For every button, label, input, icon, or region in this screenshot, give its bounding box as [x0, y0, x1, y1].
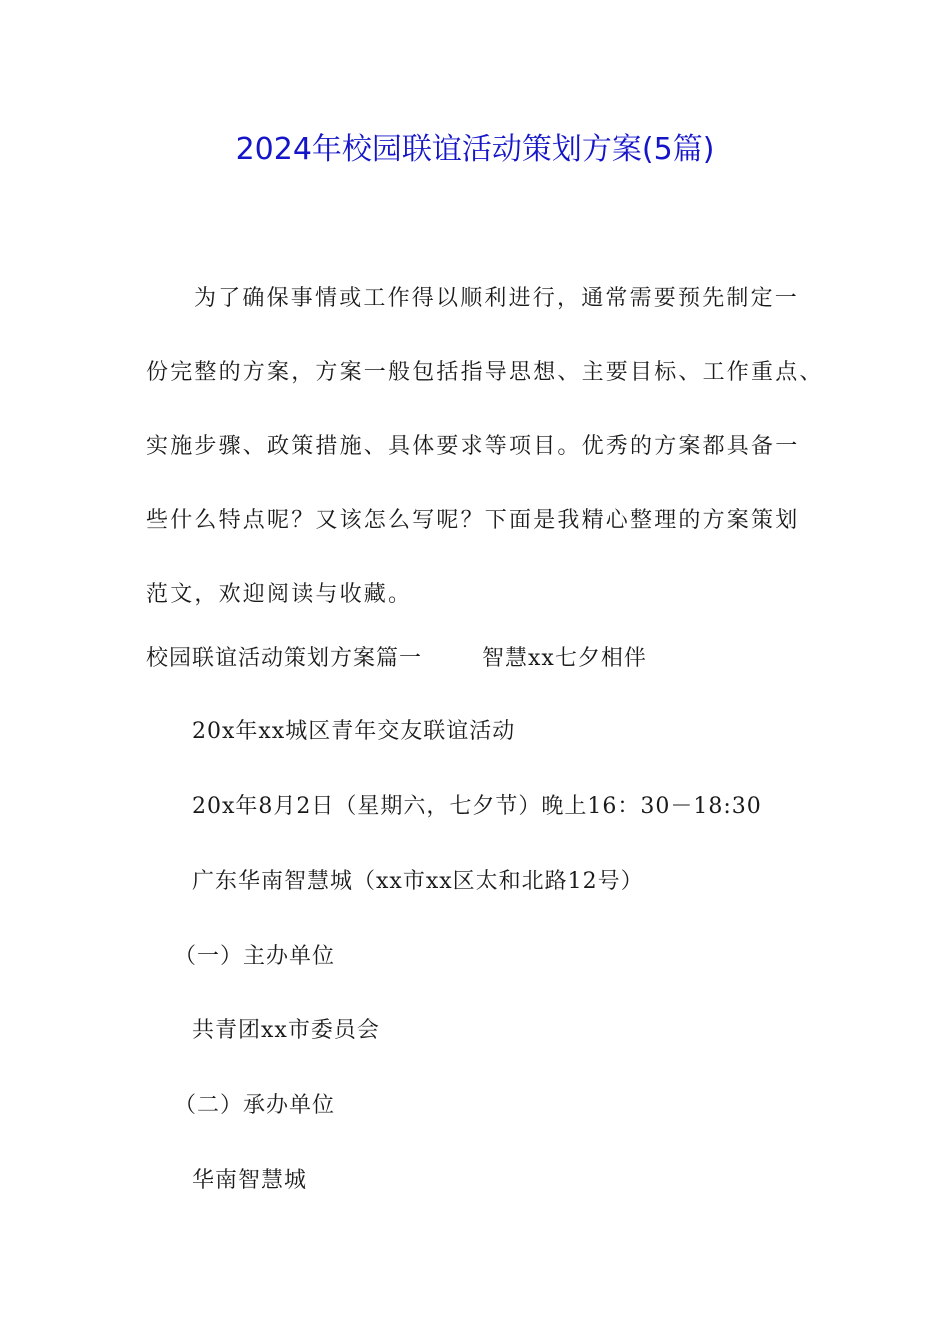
document-title: 2024年校园联谊活动策划方案(5篇) [235, 132, 715, 167]
activity-name-line: 20x年xx城区青年交友联谊活动 [192, 719, 516, 744]
section-heading-row [146, 644, 647, 674]
intro-line: 为了确保事情或工作得以顺利进行，通常需要预先制定一 [194, 286, 800, 311]
organizer-heading: （一）主办单位 [174, 944, 336, 969]
intro-paragraph [146, 262, 822, 632]
section-heading: 校园联谊活动策划方案篇一 [146, 646, 423, 671]
activity-time-line: 20x年8月2日（星期六，七夕节）晚上16：30－18:30 [192, 794, 762, 819]
section-subtitle: 智慧xx七夕相伴 [482, 646, 647, 671]
intro-line: 些什么特点呢？又该怎么写呢？下面是我精心整理的方案策划 [146, 508, 800, 533]
intro-line: 份完整的方案，方案一般包括指导思想、主要目标、工作重点、 [146, 360, 824, 385]
activity-location-line: 广东华南智慧城（xx市xx区太和北路12号） [192, 869, 644, 894]
host-name: 华南智慧城 [192, 1168, 308, 1193]
intro-line: 范文，欢迎阅读与收藏。 [146, 582, 413, 607]
host-heading: （二）承办单位 [174, 1093, 336, 1118]
intro-line: 实施步骤、政策措施、具体要求等项目。优秀的方案都具备一 [146, 434, 800, 459]
organizer-name: 共青团xx市委员会 [192, 1018, 380, 1043]
